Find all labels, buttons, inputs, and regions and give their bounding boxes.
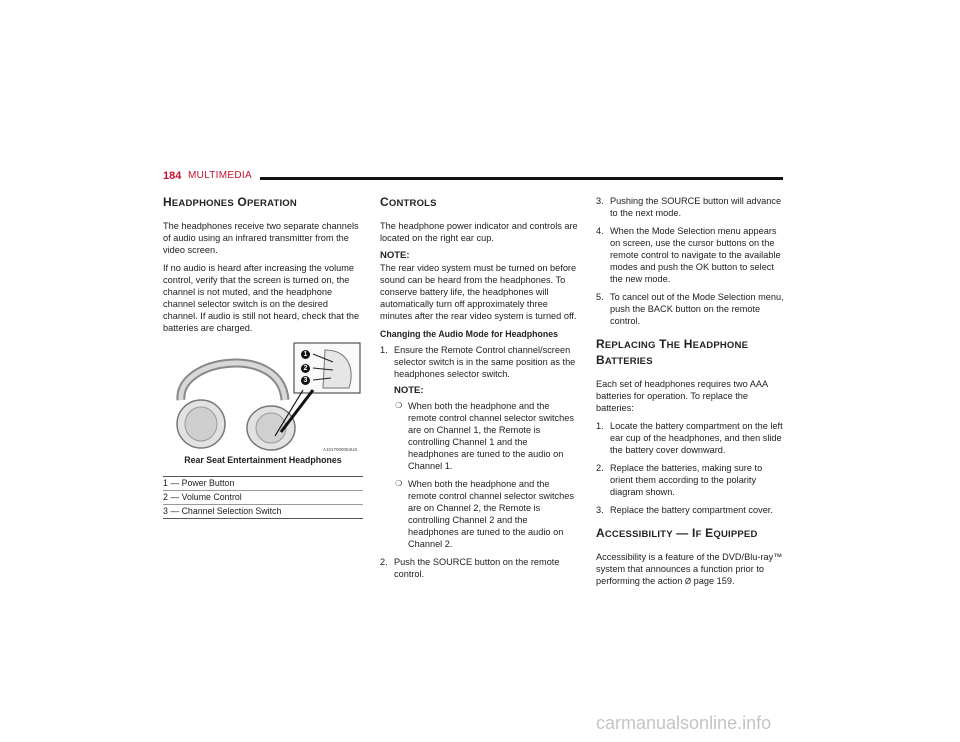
heading-headphones-operation: HEADPHONES OPERATION (163, 195, 297, 209)
page-number: 184 (163, 170, 182, 182)
bullet-item: ❍ When both the headphone and the remote control channel selector switches are on Channel 1, the Remote is controlling Channel 1 and the headphones are tuned to the audio on Channel 1. (395, 401, 574, 471)
figure-legend (163, 476, 363, 519)
figure-id: A1017000054US (323, 447, 358, 452)
paragraph: The headphones receive two separate channels of audio using an infrared transmitter from the video screen. (163, 221, 359, 255)
paragraph: If no audio is heard after increasing the volume control, verify that the screen is turned on, the channel is not muted, and the headphone channel selector switch is on the desired channel. If audio is still not heard, check that the batteries are charged. (163, 263, 360, 333)
subheading: Changing the Audio Mode for Headphones (380, 329, 559, 339)
page-reference-link[interactable]: page 159. (693, 576, 735, 586)
page-reference-arrow-icon: Ø (684, 577, 692, 586)
page-header (163, 170, 783, 184)
callout-2: 2 (301, 364, 310, 373)
list-item: 2. Push the SOURCE button on the remote control. (380, 557, 560, 579)
list-item: 4. When the Mode Selection menu appears on screen, use the cursor buttons on the remote control to navigate to the available modes and push the OK button to select the new mode. (596, 226, 781, 284)
figure-caption: Rear Seat Entertainment Headphones (184, 455, 342, 465)
bullet-icon: ❍ (395, 479, 403, 488)
note-text: The rear video system must be turned on before sound can be heard from the headphones. To conserve battery life, the headphones will automatically turn off approximately three minutes after the rear video system is turned off. (380, 263, 577, 321)
header-rule (260, 177, 783, 180)
legend-item: 2 — Volume Control (163, 490, 363, 504)
list-item: 3. Replace the battery compartment cover. (596, 505, 773, 515)
steps-list (380, 344, 580, 580)
heading-accessibility: ACCESSIBILITY — IF EQUIPPED (596, 526, 758, 540)
note-label: NOTE: (380, 250, 410, 261)
watermark: carmanualsonline.info (596, 713, 772, 733)
headphones-figure (163, 340, 363, 452)
heading-controls: CONTROLS (380, 195, 437, 209)
bullet-icon: ❍ (395, 401, 403, 410)
headphones-illustration (163, 340, 363, 452)
paragraph: Accessibility is a feature of the DVD/Blu-ray™ system that announces a function prior to performing the action Ø page 159. (596, 552, 783, 586)
legend-item: 3 — Channel Selection Switch (163, 504, 363, 518)
note-label: NOTE: (394, 385, 424, 396)
list-item: 3. Pushing the SOURCE button will advance to the next mode. (596, 196, 782, 218)
bullet-item: ❍ When both the headphone and the remote control channel selector switches are on Channel 2, the Remote is controlling Channel 2 and the headphones are tuned to the audio on Channel 2. (395, 479, 574, 549)
list-item: 2. Replace the batteries, making sure to orient them according to the polarity diagram shown. (596, 463, 763, 497)
section-title: MULTIMEDIA (188, 170, 252, 181)
callout-1: 1 (301, 350, 310, 359)
steps-list (596, 195, 786, 327)
paragraph: The headphone power indicator and controls are located on the right ear cup. (380, 221, 578, 243)
list-item: 1. Locate the battery compartment on the left ear cup of the headphones, and then slide the battery cover downward. (596, 421, 783, 455)
heading-replacing-batteries: REPLACING THE HEADPHONE BATTERIES (596, 337, 749, 367)
column-1 (163, 195, 363, 519)
list-item: 1. Ensure the Remote Control channel/screen selector switch is in the same position as the headphones selector switch. NOTE: ❍ When both the headphone and the remote control channel selector switches are on Channel 1, the Remote is controlling Channel 1 and the headphones are tuned to the audio on Channel 1. ❍ When both the headphone and the remote control channel selector switches are on Channel 2, the Remote is controlling Channel 2 and the headphones are tuned to the audio on Channel 2. (380, 344, 580, 550)
callout-3: 3 (301, 376, 310, 385)
battery-steps-list (596, 420, 786, 516)
paragraph: Each set of headphones requires two AAA batteries for operation. To replace the batteries: (596, 379, 768, 413)
column-3 (596, 195, 786, 594)
legend-item: 1 — Power Button (163, 478, 235, 488)
list-item: 5. To cancel out of the Mode Selection menu, push the BACK button on the remote control. (596, 292, 784, 326)
column-2 (380, 195, 580, 586)
